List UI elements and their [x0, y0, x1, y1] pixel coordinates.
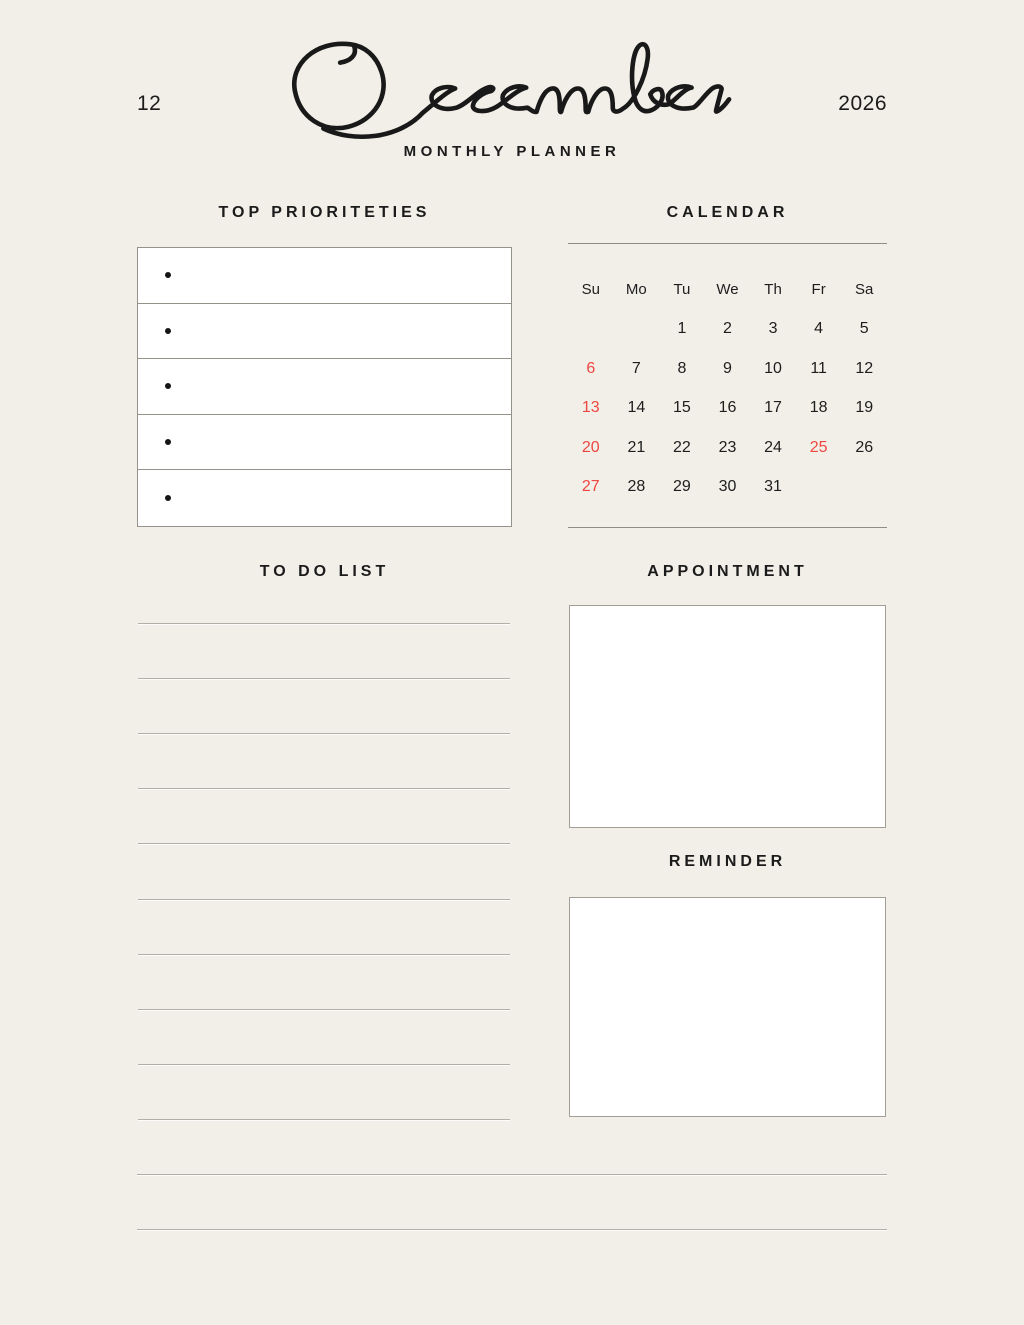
planner-subtitle: MONTHLY PLANNER — [403, 143, 621, 160]
bullet-icon — [165, 439, 171, 445]
todo-title: TO DO LIST — [259, 563, 390, 580]
todo-line[interactable] — [138, 954, 510, 955]
appointment-title: APPOINTMENT — [647, 563, 808, 580]
calendar-date: 31 — [764, 478, 782, 496]
calendar-date: 15 — [673, 399, 691, 417]
priorities-list — [137, 247, 512, 527]
calendar-date: 11 — [810, 359, 827, 377]
month-number: 12 — [137, 92, 162, 115]
calendar-date — [614, 310, 660, 350]
calendar-date: 8 — [677, 359, 687, 377]
calendar-date-highlighted: 27 — [581, 478, 600, 496]
calendar-date: 1 — [677, 320, 687, 338]
calendar-date: 29 — [673, 478, 691, 496]
todo-line[interactable] — [138, 733, 510, 734]
appointment-box[interactable] — [569, 605, 886, 828]
calendar-date-highlighted: 20 — [581, 438, 600, 456]
calendar-day-header: Tu — [673, 281, 691, 299]
todo-line[interactable] — [138, 1119, 510, 1120]
bullet-icon — [165, 495, 171, 501]
calendar-grid — [568, 270, 887, 507]
calendar-title: CALENDAR — [666, 204, 789, 221]
calendar-date — [796, 468, 842, 508]
calendar-day-header: Sa — [855, 281, 874, 299]
calendar-date: 21 — [627, 438, 646, 456]
calendar-date: 18 — [809, 399, 828, 417]
calendar-date: 10 — [764, 359, 782, 377]
calendar-date: 12 — [855, 359, 874, 377]
priority-row[interactable] — [138, 470, 511, 526]
bullet-icon — [165, 383, 171, 389]
todo-line[interactable] — [138, 843, 510, 844]
month-title — [0, 0, 1, 1]
reminder-title: REMINDER — [668, 853, 787, 870]
calendar-date: 26 — [855, 438, 874, 456]
reminder-box[interactable] — [569, 897, 886, 1117]
calendar-day-header: Mo — [625, 281, 647, 299]
todo-line[interactable] — [138, 1064, 510, 1065]
calendar-date: 9 — [723, 359, 732, 377]
calendar-date-highlighted: 13 — [581, 399, 600, 417]
priority-row[interactable] — [138, 359, 511, 415]
calendar-bottom-rule — [568, 527, 887, 528]
calendar-day-header: We — [716, 281, 739, 299]
calendar-day-header: Th — [764, 281, 782, 299]
calendar-date — [568, 310, 614, 350]
priorities-title: TOP PRIORITETIES — [218, 204, 431, 221]
calendar-day-header: Fr — [811, 281, 826, 299]
calendar-date: 19 — [855, 399, 874, 417]
calendar-date: 14 — [627, 399, 646, 417]
todo-line[interactable] — [138, 678, 510, 679]
calendar-date: 4 — [814, 320, 824, 338]
calendar-date-highlighted: 6 — [586, 359, 596, 377]
priority-row[interactable] — [138, 248, 511, 304]
calendar-date — [841, 468, 887, 508]
calendar-day-header: Su — [581, 281, 600, 299]
priority-row[interactable] — [138, 304, 511, 360]
year-label: 2026 — [838, 92, 887, 115]
calendar-date: 2 — [723, 320, 732, 338]
calendar-date: 7 — [631, 359, 641, 377]
calendar-date: 23 — [718, 438, 737, 456]
bullet-icon — [165, 328, 171, 334]
calendar-date: 24 — [764, 438, 782, 456]
calendar-date: 17 — [764, 399, 782, 417]
calendar-date: 28 — [627, 478, 646, 496]
todo-line[interactable] — [138, 788, 510, 789]
month-script-lettering — [282, 36, 742, 146]
calendar-date: 30 — [718, 478, 737, 496]
priority-row[interactable] — [138, 415, 511, 471]
todo-line[interactable] — [138, 623, 510, 624]
calendar-date: 5 — [859, 320, 869, 338]
todo-line[interactable] — [138, 899, 510, 900]
todo-line[interactable] — [138, 1009, 510, 1010]
calendar-date: 16 — [718, 399, 737, 417]
note-line[interactable] — [137, 1174, 887, 1175]
calendar-date: 3 — [768, 320, 778, 338]
calendar-date: 22 — [673, 438, 691, 456]
note-line[interactable] — [137, 1229, 887, 1230]
calendar-top-rule — [568, 243, 887, 244]
calendar-date-highlighted: 25 — [809, 438, 828, 456]
bullet-icon — [165, 272, 171, 278]
